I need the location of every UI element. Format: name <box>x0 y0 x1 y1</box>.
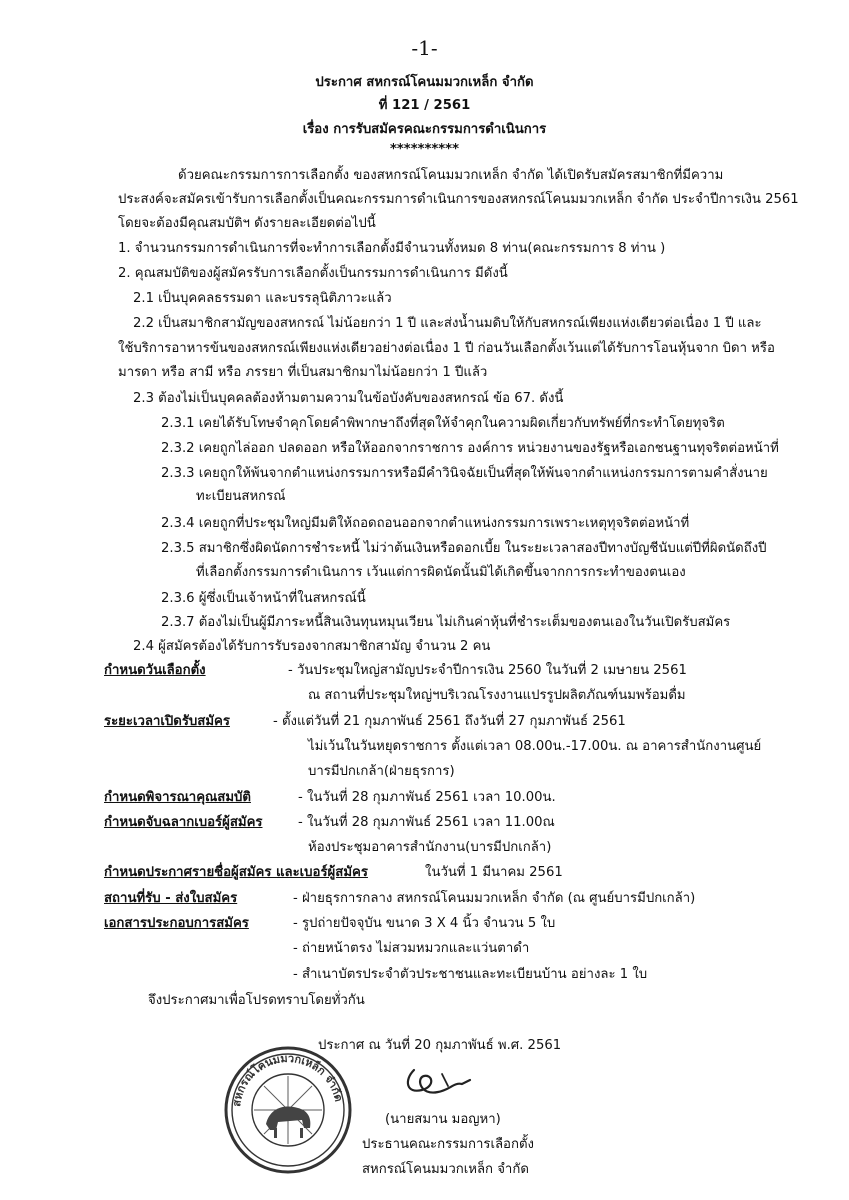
application-period-label: ระยะเวลาเปิดรับสมัคร <box>104 714 230 729</box>
election-date-label: กำหนดวันเลือกตั้ง <box>104 663 206 678</box>
item-2-3-4: 2.3.4 เคยถูกที่ประชุมใหญ่มีมติให้ถอดถอนออกจากตำแหน่งกรรมการเพราะเหตุทุจริตต่อหน้าที่ <box>161 516 690 531</box>
required-documents-label: เอกสารประกอบการสมัคร <box>104 916 249 931</box>
lottery-label: กำหนดจับฉลากเบอร์ผู้สมัคร <box>104 815 263 830</box>
item-2-3-5-line-2: ที่เลือกตั้งกรรมการดำเนินการ เว้นแต่การผิดนัดนั้นมิได้เกิดขึ้นจากการกระทำของตนเอง <box>196 565 686 580</box>
announcement-number: ที่ 121 / 2561 <box>378 98 471 113</box>
lottery-value-2: ห้องประชุมอาคารสำนักงาน(บารมีปกเกล้า) <box>308 840 552 855</box>
closing-statement: จึงประกาศมาเพื่อโปรดทราบโดยทั่วกัน <box>148 993 365 1008</box>
submission-place-value: - ฝ่ายธุรการกลาง สหกรณ์โคนมมวกเหล็ก จำกัด (ณ ศูนย์บารมีปกเกล้า) <box>293 891 696 906</box>
required-documents-item-2: - ถ่ายหน้าตรง ไม่สวมหมวกและแว่นตาดำ <box>293 941 530 956</box>
lottery-value-1: - ในวันที่ 28 กุมภาพันธ์ 2561 เวลา 11.00ณ <box>298 815 555 830</box>
submission-place-label: สถานที่รับ - ส่งใบสมัคร <box>104 891 238 906</box>
announce-candidates-label: กำหนดประกาศรายชื่อผู้สมัคร และเบอร์ผู้สมัคร <box>104 865 368 880</box>
item-2-3: 2.3 ต้องไม่เป็นบุคคลต้องห้ามตามความในข้อบังคับของสหกรณ์ ข้อ 67. ดังนี้ <box>133 391 564 406</box>
signatory-organization: สหกรณ์โคนมมวกเหล็ก จำกัด <box>362 1162 529 1177</box>
item-2-3-2: 2.3.2 เคยถูกไล่ออก ปลดออก หรือให้ออกจากราชการ องค์การ หน่วยงานของรัฐหรือเอกชนฐานทุจริตต่อหน้าที่ <box>161 441 779 456</box>
item-1: 1. จำนวนกรรมการดำเนินการที่จะทำการเลือกตั้งมีจำนวนทั้งหมด 8 ท่าน(คณะกรรมการ 8 ท่าน ) <box>118 241 666 256</box>
page-number: -1- <box>411 36 438 60</box>
cooperative-seal-stamp <box>218 1036 358 1176</box>
item-2-3-6: 2.3.6 ผู้ซึ่งเป็นเจ้าหน้าที่ในสหกรณ์นี้ <box>161 591 366 606</box>
announcement-date: ประกาศ ณ วันที่ 20 กุมภาพันธ์ พ.ศ. 2561 <box>318 1038 562 1053</box>
intro-line-3: โดยจะต้องมีคุณสมบัติฯ ดังรายละเอียดต่อไปนี้ <box>118 216 376 231</box>
intro-line-1: ด้วยคณะกรรมการการเลือกตั้ง ของสหกรณ์โคนมมวกเหล็ก จำกัด ได้เปิดรับสมัครสมาชิกที่มีความ <box>178 168 724 183</box>
election-date-value-2: ณ สถานที่ประชุมใหญ่ฯบริเวณโรงงานแปรรูปผลิตภัณฑ์นมพร้อมดื่ม <box>308 688 686 703</box>
item-2-4: 2.4 ผู้สมัครต้องได้รับการรับรองจากสมาชิกสามัญ จำนวน 2 คน <box>133 639 491 654</box>
announce-candidates-value: ในวันที่ 1 มีนาคม 2561 <box>425 865 563 880</box>
signatory-name: (นายสมาน มอญหา) <box>385 1112 501 1127</box>
handwritten-signature <box>392 1066 482 1106</box>
application-period-value-1: - ตั้งแต่วันที่ 21 กุมภาพันธ์ 2561 ถึงวันที่ 27 กุมภาพันธ์ 2561 <box>273 714 626 729</box>
header-separator: ********** <box>390 142 459 157</box>
required-documents-item-1: - รูปถ่ายปัจจุบัน ขนาด 3 X 4 นิ้ว จำนวน 5 ใบ <box>293 916 556 931</box>
announcement-title: ประกาศ สหกรณ์โคนมมวกเหล็ก จำกัด <box>315 75 534 90</box>
item-2-3-5-line-1: 2.3.5 สมาชิกซึ่งผิดนัดการชำระหนี้ ไม่ว่าต้นเงินหรือดอกเบี้ย ในระยะเวลาสองปีทางบัญชีนับแต่ปีที่ผิดนัดถึงปี <box>161 541 767 556</box>
item-2-2-line-3: มารดา หรือ สามี หรือ ภรรยา ที่เป็นสมาชิกมาไม่น้อยกว่า 1 ปีแล้ว <box>118 365 488 380</box>
svg-text:สหกรณ์โคนมมวกเหล็ก จำกัด: สหกรณ์โคนมมวกเหล็ก จำกัด <box>230 1051 346 1108</box>
item-2: 2. คุณสมบัติของผู้สมัครรับการเลือกตั้งเป็นกรรมการดำเนินการ มีดังนี้ <box>118 266 508 281</box>
application-period-value-3: บารมีปกเกล้า(ฝ่ายธุรการ) <box>308 764 455 779</box>
required-documents-item-3: - สำเนาบัตรประจำตัวประชาชนและทะเบียนบ้าน อย่างละ 1 ใบ <box>293 967 648 982</box>
item-2-1: 2.1 เป็นบุคคลธรรมดา และบรรลุนิติภาวะแล้ว <box>133 291 392 306</box>
announcement-subject: เรื่อง การรับสมัครคณะกรรมการดำเนินการ <box>302 122 547 137</box>
application-period-value-2: ไม่เว้นในวันหยุดราชการ ตั้งแต่เวลา 08.00น.-17.00น. ณ อาคารสำนักงานศูนย์ <box>308 739 762 754</box>
item-2-3-3-line-2: ทะเบียนสหกรณ์ <box>196 489 286 504</box>
item-2-3-1: 2.3.1 เคยได้รับโทษจำคุกโดยคำพิพากษาถึงที่สุดให้จำคุกในความผิดเกี่ยวกับทรัพย์ที่กระทำโดยทุจริต <box>161 416 725 431</box>
qualification-review-label: กำหนดพิจารณาคุณสมบัติ <box>104 790 251 805</box>
election-date-value-1: - วันประชุมใหญ่สามัญประจำปีการเงิน 2560 ในวันที่ 2 เมษายน 2561 <box>288 663 687 678</box>
item-2-2-line-1: 2.2 เป็นสมาชิกสามัญของสหกรณ์ ไม่น้อยกว่า 1 ปี และส่งน้ำนมดิบให้กับสหกรณ์เพียงแห่งเดียวต่อเนื่อง 1 ปี และ <box>133 316 762 331</box>
item-2-3-7: 2.3.7 ต้องไม่เป็นผู้มีภาระหนี้สินเงินทุนหมุนเวียน ไม่เกินค่าหุ้นที่ชำระเต็มของตนเองในวันเปิดรับสมัคร <box>161 615 731 630</box>
qualification-review-value: - ในวันที่ 28 กุมภาพันธ์ 2561 เวลา 10.00น. <box>298 790 556 805</box>
signatory-title: ประธานคณะกรรมการเลือกตั้ง <box>362 1137 534 1152</box>
item-2-2-line-2: ใช้บริการอาหารข้นของสหกรณ์เพียงแห่งเดียวอย่างต่อเนื่อง 1 ปี ก่อนวันเลือกตั้งเว้นแต่ได้รับการโอนหุ้นจาก บิดา หรือ <box>118 341 775 356</box>
item-2-3-3-line-1: 2.3.3 เคยถูกให้พ้นจากตำแหน่งกรรมการหรือมีคำวินิจฉัยเป็นที่สุดให้พ้นจากตำแหน่งกรรมการตามคำสั่งนาย <box>161 466 768 481</box>
intro-line-2: ประสงค์จะสมัครเข้ารับการเลือกตั้งเป็นคณะกรรมการดำเนินการของสหกรณ์โคนมมวกเหล็ก จำกัด ประจำปีการเงิน 2561 <box>118 192 799 207</box>
